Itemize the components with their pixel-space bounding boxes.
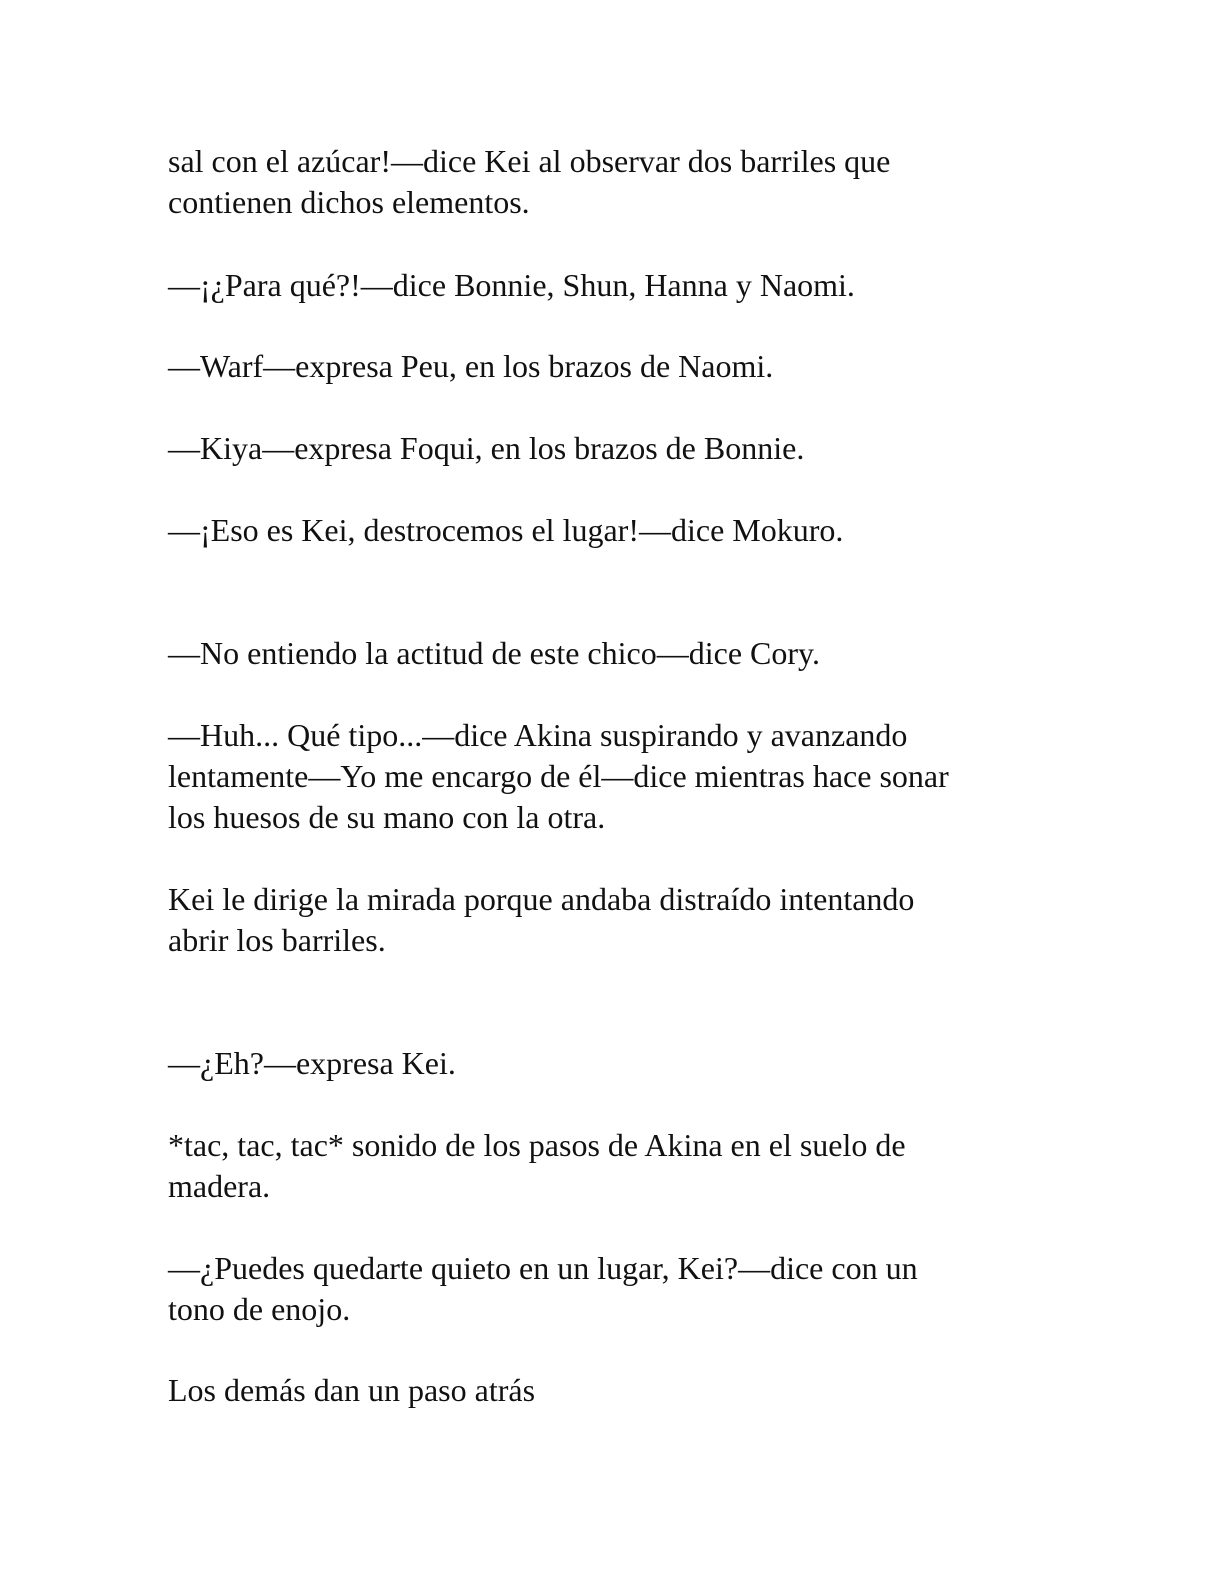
text-line: abrir los barriles. (168, 922, 386, 958)
text-line: —Kiya—expresa Foqui, en los brazos de Bonnie. (168, 430, 805, 466)
paragraph (168, 715, 1068, 838)
text-line: —¡Eso es Kei, destrocemos el lugar!—dice Mokuro. (168, 512, 844, 548)
text-line: —¿Eh?—expresa Kei. (168, 1045, 456, 1081)
paragraph (168, 633, 1068, 674)
text-line: lentamente—Yo me encargo de él—dice mientras hace sonar (168, 758, 949, 794)
text-line: los huesos de su mano con la otra. (168, 799, 606, 835)
paragraph (168, 265, 1068, 306)
text-line: —No entiendo la actitud de este chico—dice Cory. (168, 635, 820, 671)
text-line: Los demás dan un paso atrás (168, 1372, 536, 1408)
text-line: —¿Puedes quedarte quieto en un lugar, Kei?—dice con un (168, 1250, 918, 1286)
text-line: tono de enojo. (168, 1291, 351, 1327)
paragraph (168, 510, 1068, 551)
paragraph (168, 428, 1068, 469)
text-line: sal con el azúcar!—dice Kei al observar dos barriles que (168, 143, 891, 179)
paragraph (168, 1043, 1068, 1084)
text-line: madera. (168, 1168, 271, 1204)
text-line: *tac, tac, tac* sonido de los pasos de Akina en el suelo de (168, 1127, 906, 1163)
text-line: —Huh... Qué tipo...—dice Akina suspirando y avanzando (168, 717, 908, 753)
paragraph (168, 346, 1068, 387)
text-line: —¡¿Para qué?!—dice Bonnie, Shun, Hanna y Naomi. (168, 267, 855, 303)
paragraph (168, 879, 1068, 961)
paragraph (168, 1370, 1068, 1411)
paragraph (168, 1125, 1068, 1207)
paragraph (168, 141, 1068, 223)
text-line: contienen dichos elementos. (168, 184, 530, 220)
text-line: —Warf—expresa Peu, en los brazos de Naomi. (168, 348, 774, 384)
text-line: Kei le dirige la mirada porque andaba distraído intentando (168, 881, 915, 917)
paragraph (168, 1248, 1068, 1330)
